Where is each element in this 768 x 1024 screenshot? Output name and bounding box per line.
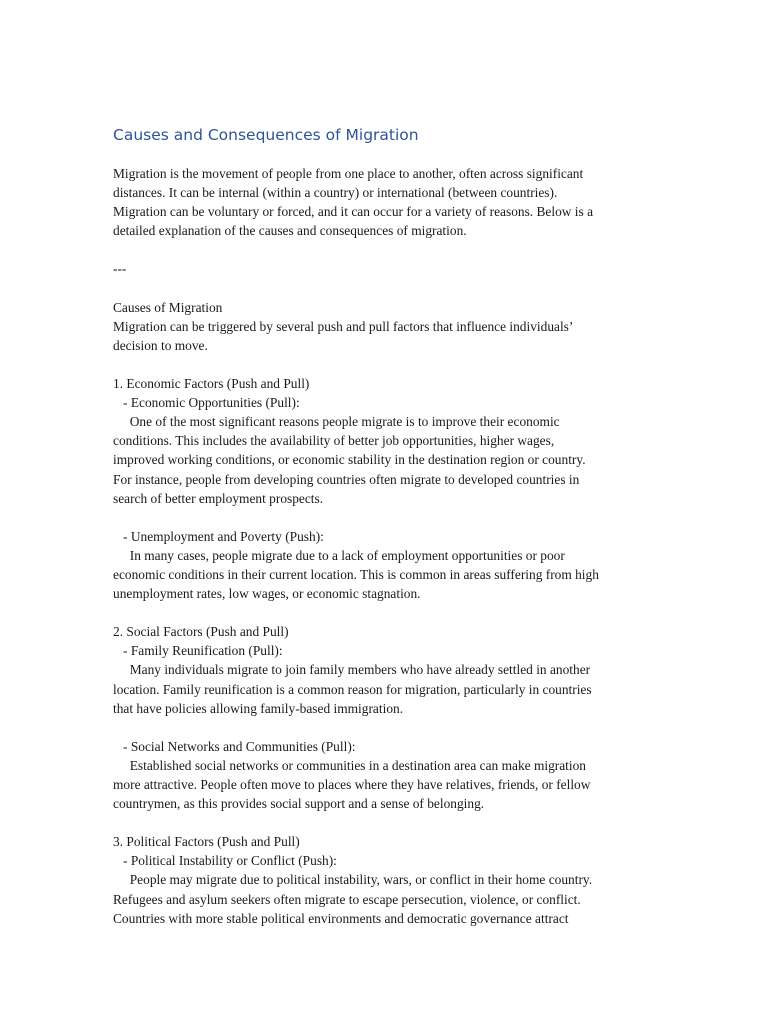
blank-line — [113, 240, 673, 259]
text-line: unemployment rates, low wages, or economic stagnation. — [113, 586, 421, 602]
text-line: detailed explanation of the causes and consequences of migration. — [113, 223, 467, 239]
text-line: distances. It can be internal (within a country) or international (between countries). — [113, 185, 558, 201]
text-line: conditions. This includes the availability of better job opportunities, higher wages, — [113, 433, 555, 449]
text-line: Many individuals migrate to join family members who have already settled in another — [113, 662, 591, 678]
text-line: One of the most significant reasons people migrate is to improve their economic — [113, 414, 560, 430]
document-title: Causes and Consequences of Migration — [113, 126, 419, 144]
text-line: Migration is the movement of people from one place to another, often across significant — [113, 166, 584, 181]
text-line: - Economic Opportunities (Pull): — [113, 395, 300, 411]
document-body — [113, 164, 673, 928]
text-line: Refugees and asylum seekers often migrate to escape persecution, violence, or conflict. — [113, 891, 581, 907]
text-line: decision to move. — [113, 337, 208, 353]
text-line: search of better employment prospects. — [113, 490, 324, 506]
text-line: For instance, people from developing countries often migrate to developed countries in — [113, 471, 580, 487]
blank-line — [113, 508, 673, 527]
text-line: location. Family reunification is a common reason for migration, particularly in countries — [113, 681, 592, 697]
text-line: improved working conditions, or economic stability in the destination region or country. — [113, 452, 586, 468]
text-line: People may migrate due to political instability, wars, or conflict in their home country. — [113, 872, 593, 888]
text-line: - Social Networks and Communities (Pull): — [113, 738, 356, 754]
text-line: Migration can be triggered by several push and pull factors that influence individuals’ — [113, 318, 574, 334]
text-line: --- — [113, 261, 127, 277]
text-line: countrymen, as this provides social support and a sense of belonging. — [113, 796, 485, 812]
blank-line — [113, 279, 673, 298]
text-line: Countries with more stable political environments and democratic governance attract — [113, 910, 569, 926]
blank-line — [113, 813, 673, 832]
blank-line — [113, 355, 673, 374]
text-line: In many cases, people migrate due to a lack of employment opportunities or poor — [113, 547, 565, 563]
text-line: Migration can be voluntary or forced, and it can occur for a variety of reasons. Below is a — [113, 204, 594, 220]
text-line: 3. Political Factors (Push and Pull) — [113, 834, 300, 850]
text-line: - Unemployment and Poverty (Push): — [113, 528, 324, 544]
blank-line — [113, 603, 673, 622]
text-line: Established social networks or communities in a destination area can make migration — [113, 757, 587, 773]
text-line: - Family Reunification (Pull): — [113, 643, 283, 659]
text-line: - Political Instability or Conflict (Push): — [113, 853, 337, 869]
text-line: 1. Economic Factors (Push and Pull) — [113, 376, 310, 392]
blank-line — [113, 718, 673, 737]
text-line: Causes of Migration — [113, 299, 223, 315]
text-line: that have policies allowing family-based immigration. — [113, 700, 404, 716]
text-line: economic conditions in their current location. This is common in areas suffering from high — [113, 566, 599, 582]
text-line: more attractive. People often move to places where they have relatives, friends, or fellow — [113, 777, 591, 792]
text-line: 2. Social Factors (Push and Pull) — [113, 624, 289, 640]
